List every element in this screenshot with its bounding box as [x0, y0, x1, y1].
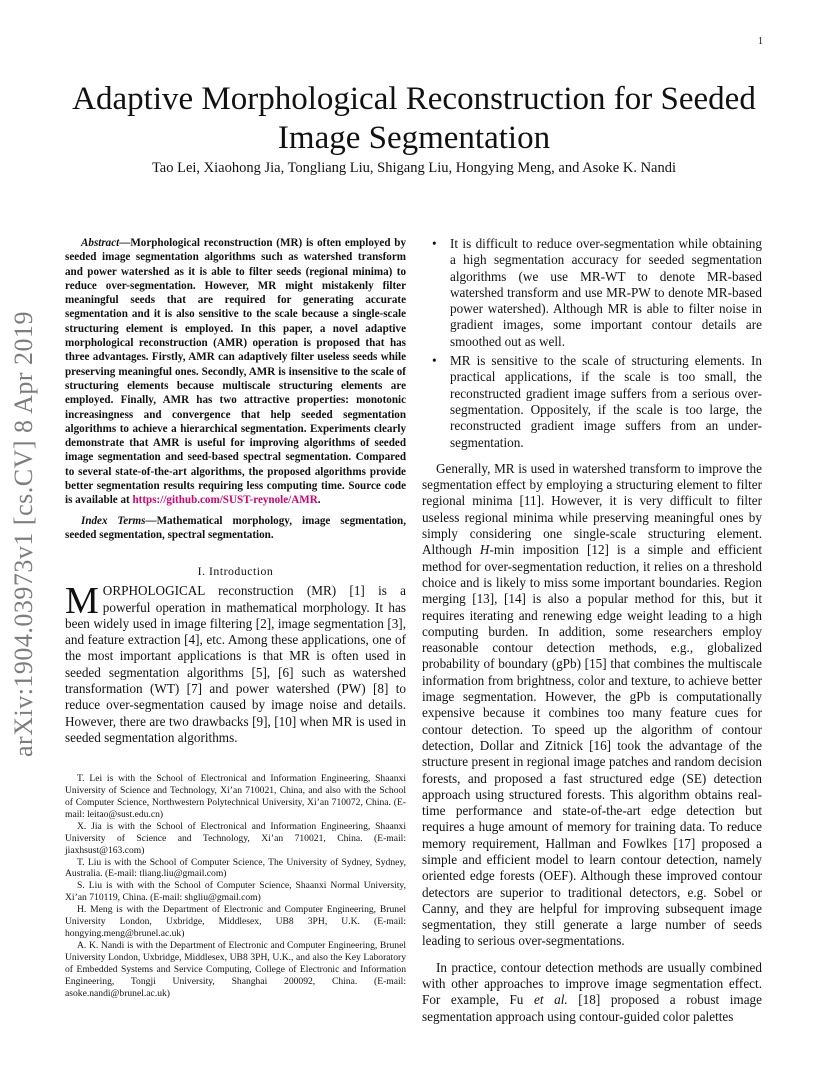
index-terms-text: —Mathematical morphology, image segmentation, seeded segmentation, spectral segmentation. — [65, 514, 406, 541]
right-column — [422, 236, 762, 1025]
footnote: A. K. Nandi is with the Department of Electronic and Computer Engineering, Brunel University London, Uxbridge, Middlesex, UB8 3PH, U.K., and also the Key Laboratory of Embedded Systems and Service Computing, College of Electronic and Information Engineering, Tongji University, Shanghai 200092, China. (E-mail: asoke.nandi@brunel.ac.uk) — [65, 939, 406, 999]
abstract-text: —Morphological reconstruction (MR) is often employed by seeded image segmentation algorithms such as watershed transform and power watershed as it is able to filter seeds (regional minima) to reduce over-segmentation. However, MR might mistakenly filter meaningful seeds that are required for generating accurate segmentation and it is also sensitive to the scale because a single-scale structuring element is employed. In this paper, a novel adaptive morphological reconstruction (AMR) operation is proposed that has three advantages. Firstly, AMR can adaptively filter useless seeds while preserving meaningful ones. Secondly, AMR is insensitive to the scale of structuring elements because multiscale structuring elements are employed. Finally, AMR has two attractive properties: monotonic increasingness and convergence that help seeded segmentation algorithms to achieve a hierarchical segmentation. Experiments clearly demonstrate that AMR is useful for improving algorithms of seeded image segmentation and seed-based spectral segmentation. Compared to several state-of-the-art algorithms, the proposed algorithms provide better segmentation results requiring less computing time. Source code is available at — [65, 237, 406, 507]
paragraph-text: In practice, contour detection methods are usually combined with other approaches to improve image segmentation effect. For example, Fu — [422, 959, 762, 1008]
section-heading-introduction: I. Introduction — [197, 564, 274, 579]
math-symbol: H — [479, 542, 490, 558]
page-number: 1 — [758, 36, 763, 47]
bullet-icon: • — [432, 236, 437, 251]
dropcap-letter: M — [65, 580, 99, 623]
left-column — [65, 236, 406, 999]
index-terms-lead: Index Terms — [81, 514, 146, 527]
source-code-link[interactable]: https://github.com/SUST-reynole/AMR — [132, 494, 318, 507]
arxiv-identifier-stamp: arXiv:1904.03973v1 [cs.CV] 8 Apr 2019 — [9, 310, 38, 757]
introduction-paragraph — [65, 580, 406, 746]
paper-title: Adaptive Morphological Reconstruction for Seeded Image Segmentation — [72, 81, 756, 156]
abstract-lead: Abstract — [81, 237, 120, 249]
citation-etal: et al. — [534, 992, 568, 1008]
list-item — [422, 353, 762, 451]
body-paragraph — [422, 461, 762, 950]
abstract-end: . — [317, 494, 321, 507]
author-list: Tao Lei, Xiaohong Jia, Tongliang Liu, Shigang Liu, Hongying Meng, and Asoke K. Nandi — [151, 160, 677, 176]
list-item-text: MR is sensitive to the scale of structuring elements. In practical applications, if the scale is too small, the reconstructed gradient image suffers from a serious over-segmentation. Oppositely, if the scale is too large, the reconstructed gradient image suffers from an under-segmentation. — [450, 353, 762, 450]
bullet-icon: • — [432, 353, 437, 369]
introduction-text: ORPHOLOGICAL reconstruction (MR) [1] is a powerful operation in mathematical morphology. It has been widely used in image filtering [2], image segmentation [3], and feature extraction [4], etc. Among these applications, one of the most important applications is that MR is often used in seeded segmentation algorithms [5], [6] such as watershed transformation (WT) [7] and power watershed (PW) [8] to reduce over-segmentation caused by image noise and details. However, there are two drawbacks [9], [10] when MR is used in seeded segmentation algorithms. — [65, 583, 406, 745]
index-terms — [65, 514, 406, 543]
abstract — [65, 236, 406, 508]
paragraph-text: Generally, MR is used in watershed transform to improve the segmentation effect by employing a structuring element to filter regional minima [11]. However, it is very difficult to filter useless regional minima while preserving meaningful ones by simply considering one single-scale structuring element. Although — [422, 460, 762, 558]
drawbacks-list — [422, 236, 762, 451]
footnote: S. Liu is with with the School of Computer Science, Shaanxi Normal University, Xi’an 710119, China. (E-mail: shgliu@gmail.com) — [65, 880, 406, 904]
author-footnotes — [65, 773, 406, 999]
footnote: H. Meng is with the Department of Electronic and Computer Engineering, Brunel University London, Uxbridge, Middlesex, UB8 3PH, U.K. (E-mail: hongying.meng@brunel.ac.uk) — [65, 904, 406, 939]
body-paragraph — [422, 960, 762, 1025]
paragraph-text: [18] proposed a robust image segmentation approach using contour-guided color palettes — [422, 992, 762, 1024]
list-item — [422, 236, 762, 350]
footnote: X. Jia is with the School of Electronical and Information Engineering, Shaanxi University of Science and Technology, Xi’an 710021, China. (E-mail: jiaxhsust@163.com) — [65, 820, 406, 856]
paragraph-text: -min imposition [12] is a simple and efficient method for over-segmentation reduction, it relies on a threshold choice and is likely to miss some important boundaries. Region merging [13], [14] is also a popular method for this, but it requires iterating and renewing edge weight leading to a high computing burden. In addition, some researchers employ reasonable contour detection methods, e.g., globalized probability of boundary (gPb) [15] that combines the multiscale information from brightness, color and texture, to achieve better image segmentation. However, the gPb is computationally expensive because it combines too many feature cues for contour detection. To speed up the algorithm of contour detection, Dollar and Zitnick [16] took the advantage of the structure present in regional image patches and random decision forests, and proposed a fast structured edge (SE) detection approach using structured forests. This algorithm obtains real-time performance and state-of-the-art edge detection but requires a huge amount of memory for training data. To reduce memory requirement, Hallman and Fowlkes [17] proposed a simple and efficient model to learn contour detection, namely oriented edge forests (OEF). Although these improved contour detectors are superior to traditional detectors, e.g. Sobel or Canny, and they are helpful for improving subsequent image segmentation, they still generate a large number of seeds leading to serious over-segmentations. — [422, 542, 762, 949]
list-item-text: It is difficult to reduce over-segmentation while obtaining a high segmentation accuracy for seeded segmentation algorithms (we use MR-WT to denote MR-based watershed transform and use MR-PW to denote MR-based power watershed). Although MR is able to filter noise in gradient images, some important contour details are smoothed out as well. — [450, 236, 762, 349]
footnote: T. Liu is with the School of Computer Science, The University of Sydney, Sydney, Australia. (E-mail: tliang.liu@gmail.com) — [65, 856, 406, 880]
footnote: T. Lei is with the School of Electronical and Information Engineering, Shaanxi University of Science and Technology, Xi’an 710021, China, and also with the School of Computer Science, Northwestern Polytechnical University, Xi’an 710072, China. (E-mail: leitao@sust.edu.cn) — [65, 773, 406, 820]
